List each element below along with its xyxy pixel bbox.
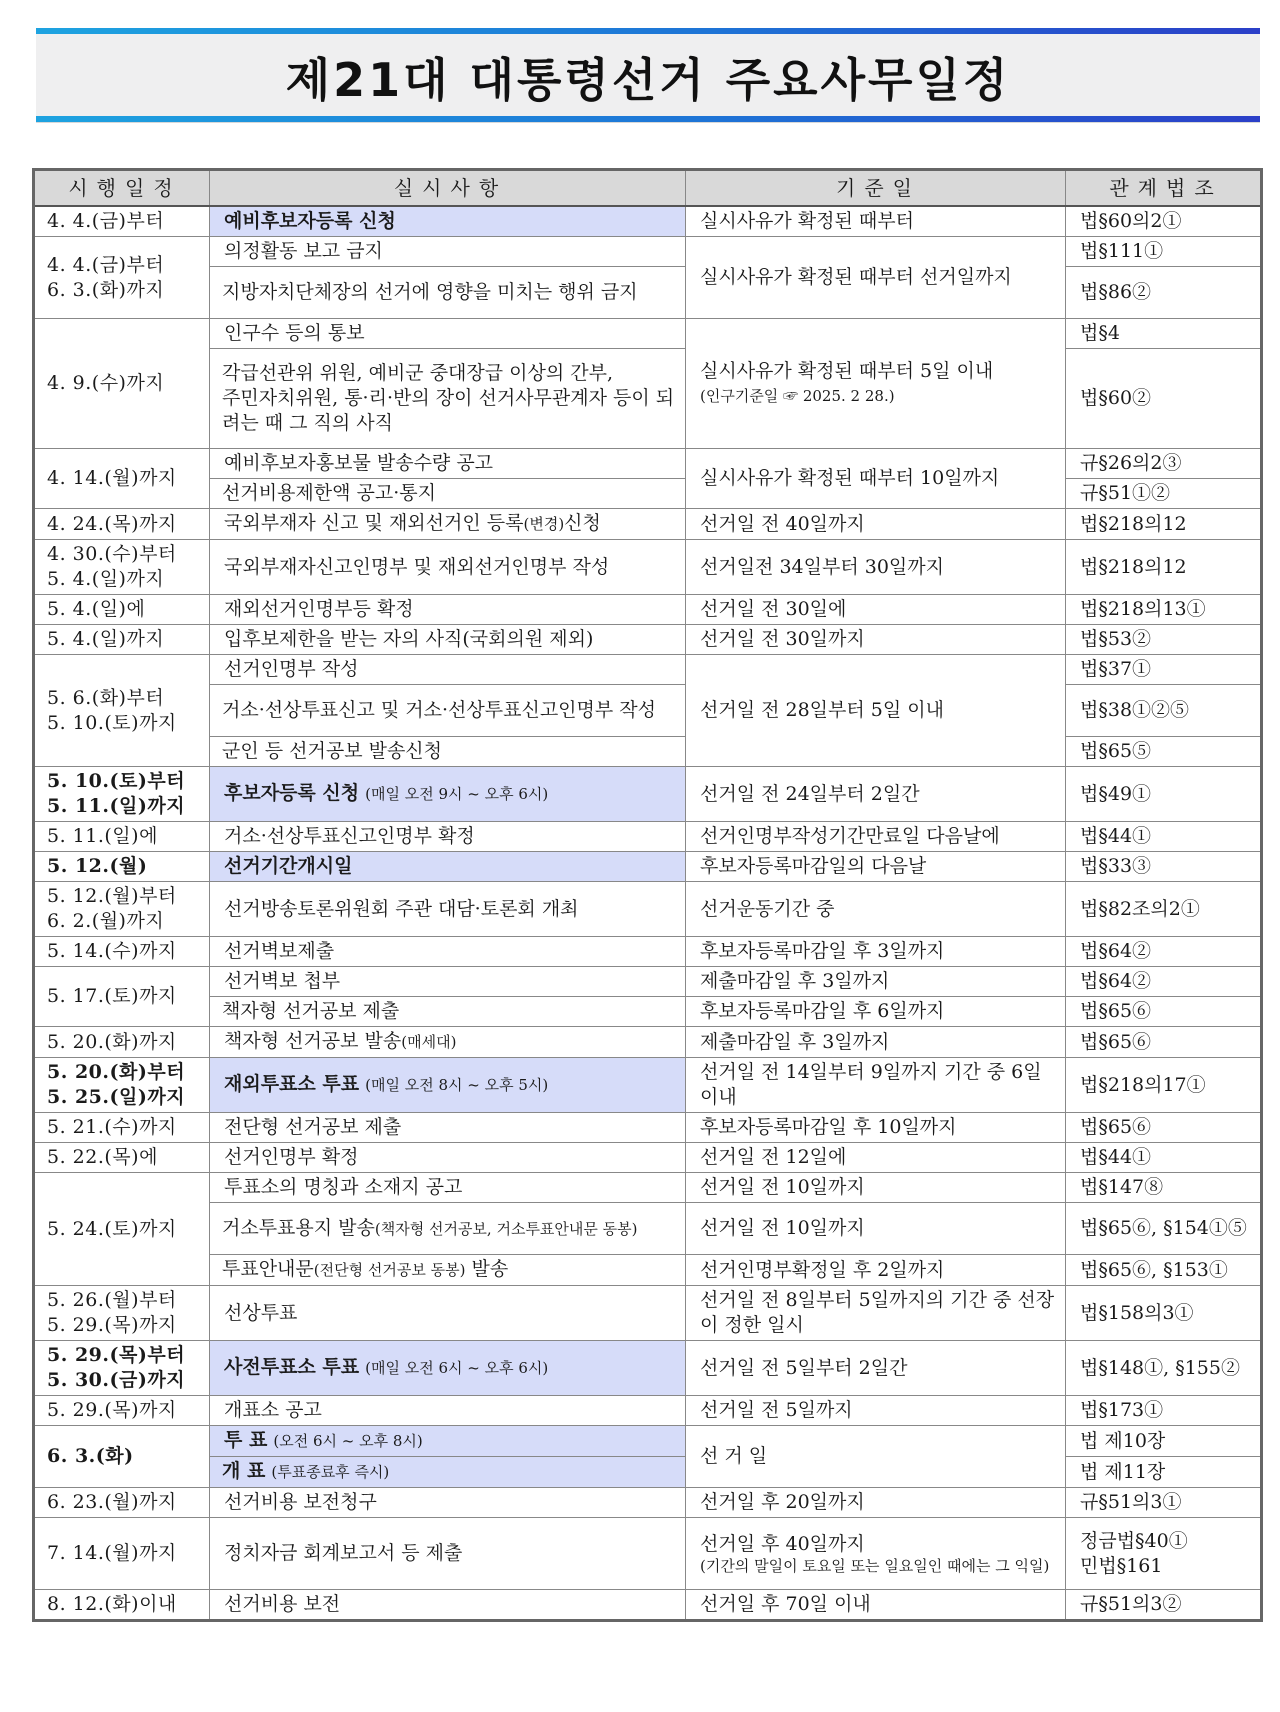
base-date-text: 실시사유가 확정된 때부터 5일 이내 [700, 359, 994, 382]
action-cell: 정치자금 회계보고서 등 제출 [210, 1518, 686, 1590]
action-note: (매일 오전 8시 ~ 오후 5시) [365, 1076, 549, 1094]
date-cell: 5. 4.(일)까지 [34, 625, 210, 655]
date-cell: 5. 29.(목)까지 [34, 1396, 210, 1426]
law-cell: 규§51①② [1066, 479, 1262, 509]
base-date-cell: 선거운동기간 중 [686, 882, 1066, 937]
title-banner [36, 28, 1260, 122]
table-row [34, 1518, 1262, 1590]
action-cell: 투표소의 명칭과 소재지 공고 [210, 1173, 686, 1203]
date-cell: 4. 9.(수)까지 [34, 319, 210, 449]
base-date-cell: 제출마감일 후 3일까지 [686, 1027, 1066, 1058]
date-end: 6. 2.(월)까지 [47, 910, 165, 932]
law-cell: 법§65⑥ [1066, 997, 1262, 1027]
law-cell: 법§148①, §155② [1066, 1341, 1262, 1396]
base-date-cell [686, 319, 1066, 449]
action-cell: 재외선거인명부등 확정 [210, 595, 686, 625]
law-cell: 법§111① [1066, 237, 1262, 267]
action-cell: 거소·선상투표신고 및 거소·선상투표신고인명부 작성 [210, 685, 686, 737]
date-cell: 5. 4.(일)에 [34, 595, 210, 625]
table-row [34, 1027, 1262, 1058]
law-cell: 법§65⑥ [1066, 1027, 1262, 1058]
table-row [34, 767, 1262, 822]
law-text: 민법§161 [1080, 1554, 1163, 1577]
date-cell: 6. 3.(화) [34, 1426, 210, 1488]
action-note: (책자형 선거공보, 거소투표안내문 동봉) [374, 1219, 638, 1238]
law-cell: 법§64② [1066, 967, 1262, 997]
base-date-note: (기간의 말일이 토요일 또는 일요일인 때에는 그 익일) [700, 1556, 1050, 1575]
base-date-cell: 후보자등록마감일의 다음날 [686, 852, 1066, 882]
table-row [34, 1203, 1262, 1255]
table-row [34, 267, 1262, 319]
action-cell: 인구수 등의 통보 [210, 319, 686, 349]
date-cell [34, 655, 210, 767]
table-row [34, 937, 1262, 967]
law-cell: 법§38①②⑤ [1066, 685, 1262, 737]
law-cell: 법§60② [1066, 349, 1262, 449]
table-row [34, 967, 1262, 997]
base-date-cell: 선거일 전 5일까지 [686, 1396, 1066, 1426]
action-line: 각급선관위 위원, 예비군 중대장급 이상의 간부, [222, 362, 614, 384]
table-header-row [34, 170, 1262, 207]
action-tail: 신청 [564, 512, 601, 534]
banner-top-stripe [36, 28, 1260, 34]
action-note: (매일 오전 9시 ~ 오후 6시) [365, 785, 549, 803]
base-date-cell: 선거인명부작성기간만료일 다음날에 [686, 822, 1066, 852]
law-cell: 법 제11장 [1066, 1457, 1262, 1488]
base-date-cell: 선거인명부확정일 후 2일까지 [686, 1255, 1066, 1286]
action-text: 후보자등록 신청 [224, 782, 360, 804]
table-row [34, 540, 1262, 595]
date-end: 5. 4.(일)까지 [47, 568, 165, 590]
action-cell [210, 1341, 686, 1396]
action-cell: 선거방송토론위원회 주관 대담·토론회 개최 [210, 882, 686, 937]
table-row [34, 1341, 1262, 1396]
law-cell: 법§49① [1066, 767, 1262, 822]
action-cell: 거소·선상투표신고인명부 확정 [210, 822, 686, 852]
table-row [34, 1058, 1262, 1113]
action-note: (매일 오전 6시 ~ 오후 6시) [365, 1359, 549, 1377]
date-cell [34, 882, 210, 937]
date-cell: 5. 11.(일)에 [34, 822, 210, 852]
base-date-cell: 선거일 전 8일부터 5일까지의 기간 중 선장이 정한 일시 [686, 1286, 1066, 1341]
date-end: 6. 3.(화)까지 [47, 278, 165, 301]
date-start: 4. 30.(수)부터 [47, 543, 177, 565]
law-cell: 법§158의3① [1066, 1286, 1262, 1341]
base-date-cell: 실시사유가 확정된 때부터 [686, 206, 1066, 237]
action-text: 재외투표소 투표 [224, 1073, 360, 1095]
date-cell [34, 767, 210, 822]
date-start: 5. 26.(월)부터 [47, 1289, 177, 1311]
header-date: 시행일정 [34, 170, 210, 207]
date-start: 5. 6.(화)부터 [47, 686, 165, 709]
law-cell: 규§51의3① [1066, 1488, 1262, 1518]
base-date-cell: 선거일 전 24일부터 2일간 [686, 767, 1066, 822]
date-cell: 5. 21.(수)까지 [34, 1113, 210, 1143]
law-cell: 규§51의3② [1066, 1590, 1262, 1621]
action-cell: 군인 등 선거공보 발송신청 [210, 737, 686, 767]
action-text: 국외부재자 신고 및 재외선거인 등록 [224, 512, 524, 534]
table-row [34, 655, 1262, 685]
action-cell: 선거인명부 작성 [210, 655, 686, 685]
table-row [34, 1173, 1262, 1203]
law-cell: 법§33③ [1066, 852, 1262, 882]
table-row [34, 737, 1262, 767]
date-cell: 5. 12.(월) [34, 852, 210, 882]
table-row [34, 1426, 1262, 1457]
date-cell: 8. 12.(화)이내 [34, 1590, 210, 1621]
action-cell [210, 349, 686, 449]
base-date-cell: 실시사유가 확정된 때부터 10일까지 [686, 449, 1066, 509]
law-cell: 규§26의2③ [1066, 449, 1262, 479]
table-row [34, 822, 1262, 852]
law-cell: 법§218의12 [1066, 509, 1262, 540]
date-end: 5. 25.(일)까지 [47, 1086, 186, 1108]
action-cell: 책자형 선거공보 제출 [210, 997, 686, 1027]
table-row [34, 479, 1262, 509]
action-note: (매세대) [401, 1033, 457, 1051]
action-text: 책자형 선거공보 발송 [224, 1030, 402, 1052]
base-date-cell: 선거일 전 14일부터 9일까지 기간 중 6일 이내 [686, 1058, 1066, 1113]
schedule-table [32, 168, 1263, 1622]
law-cell: 법 제10장 [1066, 1426, 1262, 1457]
action-cell: 선거비용 보전청구 [210, 1488, 686, 1518]
base-date-cell: 선거일 전 10일까지 [686, 1173, 1066, 1203]
table-row [34, 237, 1262, 267]
banner-bottom-stripe [36, 116, 1260, 122]
action-cell: 선거인명부 확정 [210, 1143, 686, 1173]
base-date-text: 선거일 후 40일까지 [700, 1532, 865, 1555]
table-row [34, 1457, 1262, 1488]
action-cell: 선상투표 [210, 1286, 686, 1341]
date-start: 5. 10.(토)부터 [47, 770, 186, 792]
table-row [34, 997, 1262, 1027]
action-cell [210, 1203, 686, 1255]
action-note: (투표종료후 즉시) [271, 1463, 390, 1481]
action-cell: 의정활동 보고 금지 [210, 237, 686, 267]
law-text: 정금법§40① [1080, 1529, 1188, 1552]
table-row [34, 1255, 1262, 1286]
action-cell: 지방자치단체장의 선거에 영향을 미치는 행위 금지 [210, 267, 686, 319]
date-cell: 5. 24.(토)까지 [34, 1173, 210, 1286]
base-date-cell: 선거일전 34일부터 30일까지 [686, 540, 1066, 595]
table-row [34, 685, 1262, 737]
header-base-date: 기준일 [686, 170, 1066, 207]
law-cell: 법§64② [1066, 937, 1262, 967]
base-date-cell: 선거일 후 70일 이내 [686, 1590, 1066, 1621]
header-action: 실시사항 [210, 170, 686, 207]
table-row [34, 595, 1262, 625]
law-cell: 법§65⑥, §154①⑤ [1066, 1203, 1262, 1255]
table-row [34, 1396, 1262, 1426]
action-cell [210, 767, 686, 822]
action-cell: 선거기간개시일 [210, 852, 686, 882]
base-date-cell: 후보자등록마감일 후 6일까지 [686, 997, 1066, 1027]
action-cell: 선거벽보 첩부 [210, 967, 686, 997]
table-row [34, 852, 1262, 882]
base-date-cell: 선거일 후 20일까지 [686, 1488, 1066, 1518]
law-cell: 법§82조의2① [1066, 882, 1262, 937]
table-row [34, 882, 1262, 937]
table-row [34, 1488, 1262, 1518]
action-cell: 국외부재자신고인명부 및 재외선거인명부 작성 [210, 540, 686, 595]
action-cell [210, 1027, 686, 1058]
base-date-cell: 선거일 전 30일에 [686, 595, 1066, 625]
date-cell: 5. 17.(토)까지 [34, 967, 210, 1027]
date-cell: 7. 14.(월)까지 [34, 1518, 210, 1590]
date-end: 5. 10.(토)까지 [47, 711, 177, 734]
action-cell [210, 509, 686, 540]
action-note: (전단형 선거공보 동봉) [313, 1261, 466, 1279]
base-date-cell: 선거일 전 5일부터 2일간 [686, 1341, 1066, 1396]
law-cell: 법§147⑧ [1066, 1173, 1262, 1203]
date-end: 5. 30.(금)까지 [47, 1369, 186, 1391]
date-cell [34, 237, 210, 319]
action-cell: 예비후보자등록 신청 [210, 206, 686, 237]
law-cell: 법§60의2① [1066, 206, 1262, 237]
law-text: 법§4 [1080, 322, 1120, 344]
law-cell: 법§86② [1066, 267, 1262, 319]
date-cell [34, 1058, 210, 1113]
action-text: 거소투표용지 발송 [222, 1216, 375, 1239]
action-note: (변경) [523, 515, 565, 533]
base-date-cell: 후보자등록마감일 후 3일까지 [686, 937, 1066, 967]
table-row [34, 206, 1262, 237]
law-cell: 법§37① [1066, 655, 1262, 685]
date-cell [34, 540, 210, 595]
date-start: 5. 12.(월)부터 [47, 885, 177, 907]
base-date-cell: 선거일 전 10일까지 [686, 1203, 1066, 1255]
date-cell: 5. 22.(목)에 [34, 1143, 210, 1173]
action-text: 투 표 [224, 1429, 268, 1451]
action-text: 사전투표소 투표 [224, 1356, 360, 1378]
table-row [34, 449, 1262, 479]
action-line: 주민자치위원, 통·리·반의 장이 선거사무관계자 등이 되려는 때 그 직의 사직 [222, 387, 675, 434]
action-cell [210, 1058, 686, 1113]
date-cell [34, 1286, 210, 1341]
table-row [34, 625, 1262, 655]
action-cell [210, 1457, 686, 1488]
law-cell [1066, 319, 1262, 349]
action-cell [210, 1426, 686, 1457]
action-cell: 입후보제한을 받는 자의 사직(국회의원 제외) [210, 625, 686, 655]
law-cell [1066, 1518, 1262, 1590]
action-text: 개 표 [222, 1460, 266, 1482]
date-cell: 4. 24.(목)까지 [34, 509, 210, 540]
law-cell: 법§65⑤ [1066, 737, 1262, 767]
page-title: 제21대 대통령선거 주요사무일정 [285, 53, 1011, 107]
action-cell [210, 1255, 686, 1286]
header-law: 관계법조 [1066, 170, 1262, 207]
table-row [34, 319, 1262, 349]
action-cell: 선거비용 보전 [210, 1590, 686, 1621]
date-start: 5. 20.(화)부터 [47, 1061, 186, 1083]
base-date-cell: 선거일 전 12일에 [686, 1143, 1066, 1173]
law-cell: 법§53② [1066, 625, 1262, 655]
base-date-cell: 선거일 전 40일까지 [686, 509, 1066, 540]
action-cell: 개표소 공고 [210, 1396, 686, 1426]
base-date-note: (인구기준일 ☞ 2025. 2 28.) [700, 386, 895, 405]
date-cell: 5. 20.(화)까지 [34, 1027, 210, 1058]
law-cell: 법§44① [1066, 822, 1262, 852]
law-cell: 법§218의12 [1066, 540, 1262, 595]
date-end: 5. 11.(일)까지 [47, 795, 186, 817]
date-start: 4. 4.(금)부터 [47, 253, 165, 276]
table-row [34, 509, 1262, 540]
date-start: 5. 29.(목)부터 [47, 1344, 186, 1366]
table-row [34, 1143, 1262, 1173]
action-tail: 발송 [471, 1258, 509, 1280]
action-cell: 선거벽보제출 [210, 937, 686, 967]
law-cell: 법§65⑥ [1066, 1113, 1262, 1143]
table-row [34, 1286, 1262, 1341]
law-cell: 법§173① [1066, 1396, 1262, 1426]
action-cell: 선거비용제한액 공고·통지 [210, 479, 686, 509]
date-cell: 4. 4.(금)부터 [34, 206, 210, 237]
base-date-cell: 선거일 전 30일까지 [686, 625, 1066, 655]
table-row [34, 349, 1262, 449]
base-date-cell: 제출마감일 후 3일까지 [686, 967, 1066, 997]
base-date-cell: 선거일 전 28일부터 5일 이내 [686, 655, 1066, 767]
base-date-cell [686, 1518, 1066, 1590]
base-date-cell: 실시사유가 확정된 때부터 선거일까지 [686, 237, 1066, 319]
base-date-cell: 후보자등록마감일 후 10일까지 [686, 1113, 1066, 1143]
law-cell: 법§65⑥, §153① [1066, 1255, 1262, 1286]
date-cell [34, 1341, 210, 1396]
law-cell: 법§44① [1066, 1143, 1262, 1173]
action-note: (오전 6시 ~ 오후 8시) [273, 1432, 423, 1450]
law-cell: 법§218의13① [1066, 595, 1262, 625]
action-text: 투표안내문 [222, 1258, 314, 1280]
table-row [34, 1113, 1262, 1143]
law-cell: 법§218의17① [1066, 1058, 1262, 1113]
date-end: 5. 29.(목)까지 [47, 1314, 177, 1336]
action-cell: 전단형 선거공보 제출 [210, 1113, 686, 1143]
table-row [34, 1590, 1262, 1621]
action-cell: 예비후보자홍보물 발송수량 공고 [210, 449, 686, 479]
base-date-cell: 선 거 일 [686, 1426, 1066, 1488]
date-cell: 5. 14.(수)까지 [34, 937, 210, 967]
date-cell: 6. 23.(월)까지 [34, 1488, 210, 1518]
date-cell: 4. 14.(월)까지 [34, 449, 210, 509]
